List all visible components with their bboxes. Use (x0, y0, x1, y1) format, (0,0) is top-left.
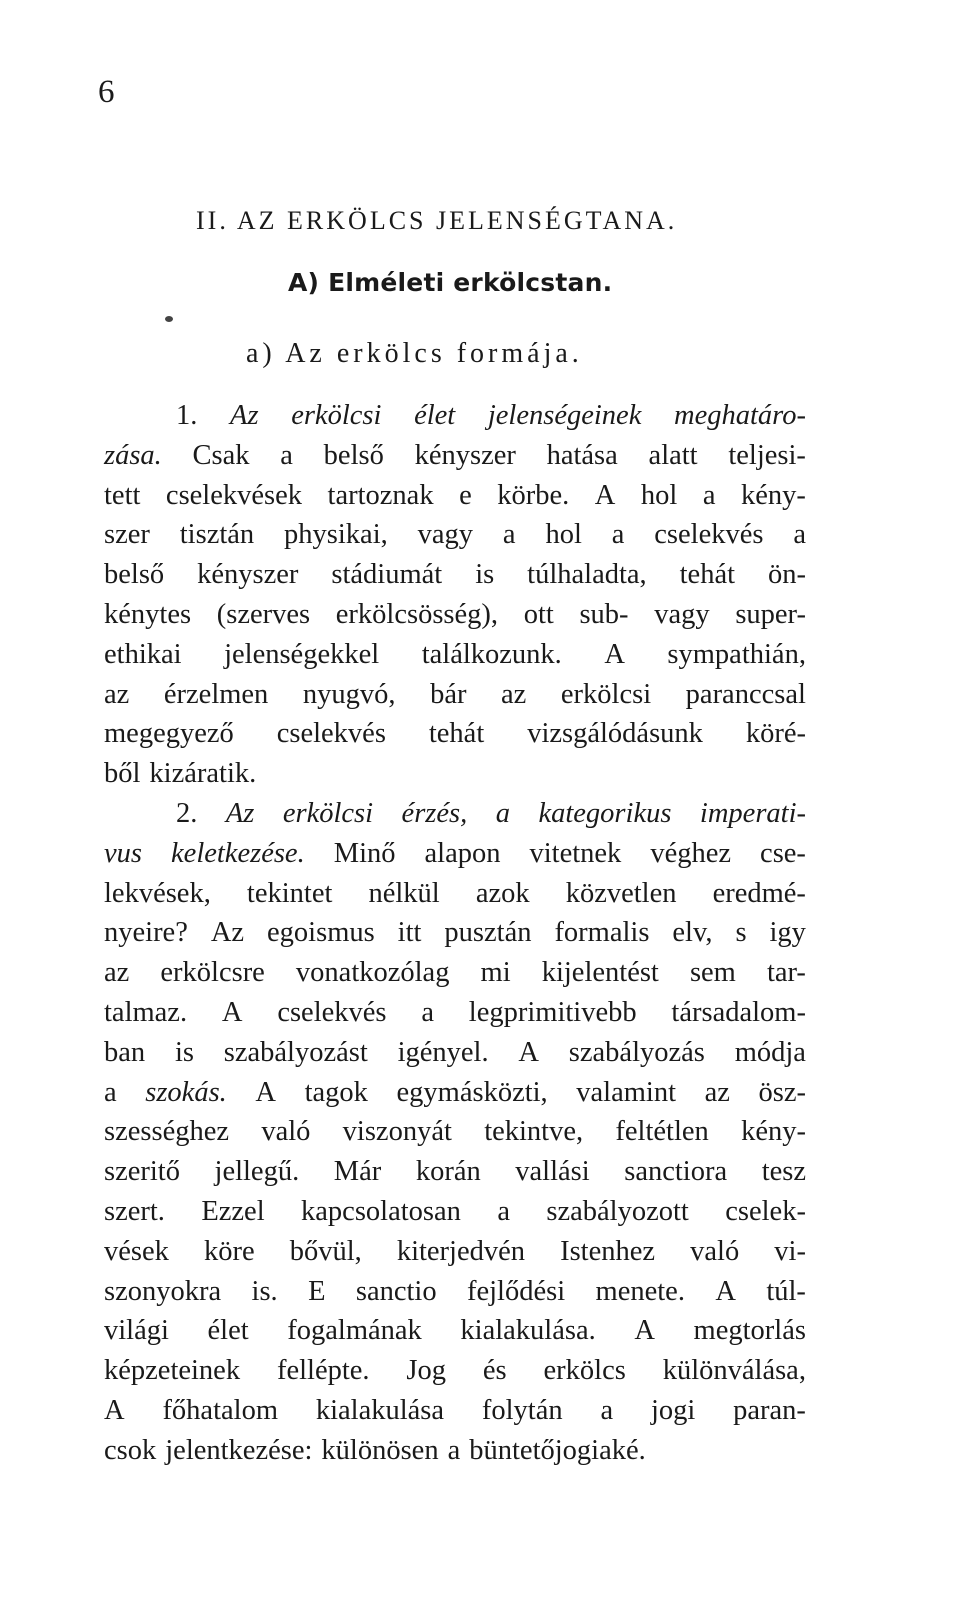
text-line (104, 1112, 806, 1152)
word: Már (333, 1156, 382, 1188)
word: s (735, 917, 747, 949)
word: legprimitivebb (468, 996, 637, 1028)
word: erkölcsi (560, 678, 652, 710)
word: physikai, (284, 519, 388, 551)
word: erkölcsi (291, 400, 382, 431)
word: formalis (554, 917, 650, 949)
word: kapcsolatosan (301, 1195, 461, 1227)
word: kiterjedvén (396, 1235, 526, 1267)
word: vizsgálódásunk (527, 718, 703, 750)
word: sanctiora (624, 1156, 728, 1188)
word: érzés, (401, 797, 468, 829)
word: hatása (546, 439, 618, 471)
word: menete. (595, 1275, 685, 1307)
word: meghatáro- (674, 400, 806, 431)
body-text (104, 396, 806, 1471)
word: ban (104, 1036, 146, 1068)
word: pusztán (444, 917, 532, 949)
word: cselekvés (277, 996, 387, 1028)
word: kialakulása (315, 1394, 445, 1426)
word: a (447, 1434, 461, 1466)
word: ön- (768, 559, 806, 591)
word: cselekvések (165, 479, 303, 511)
word: tesz (761, 1156, 806, 1188)
word: a (502, 519, 516, 551)
text-line (104, 1073, 806, 1113)
word: Minő (333, 837, 396, 869)
word: A (634, 1315, 655, 1347)
word: erkölcs (543, 1355, 626, 1387)
text-line (104, 834, 806, 874)
word: kényszer (414, 439, 516, 471)
word: jellegű. (214, 1156, 300, 1188)
text-line (104, 1033, 806, 1073)
word: való (261, 1116, 311, 1148)
word: teljesi- (728, 439, 806, 471)
word: sem (689, 957, 736, 989)
word: imperati- (699, 797, 806, 829)
word: stádiumát (331, 559, 443, 591)
word: egymásközti, (396, 1076, 548, 1108)
word: cse- (760, 837, 806, 869)
text-line (104, 396, 806, 436)
word: tagok (304, 1076, 368, 1108)
word: szokás. (145, 1076, 227, 1108)
word: szert. (104, 1195, 165, 1227)
word: találkozunk. (421, 638, 562, 670)
word: az (704, 1076, 730, 1108)
word: szonyokra (104, 1275, 222, 1307)
word: ösz- (758, 1076, 806, 1108)
word: tisztán (179, 519, 255, 551)
word: alatt (648, 439, 698, 471)
word: kizáratik. (149, 758, 257, 790)
word: szességhez (104, 1116, 230, 1148)
word: ott (523, 598, 554, 630)
word: vagy (417, 519, 474, 551)
word: 2. (176, 797, 198, 829)
word: keletkezése. (171, 837, 305, 869)
word: megegyező (104, 718, 234, 750)
word: is (174, 1036, 194, 1068)
word: a (611, 519, 625, 551)
text-line (104, 714, 806, 754)
word: elv, (672, 917, 713, 949)
text-line (104, 1391, 806, 1431)
word: az (501, 678, 527, 710)
word: feltétlen (615, 1116, 709, 1148)
text-line (104, 993, 806, 1033)
text-line (104, 754, 806, 794)
word: jelenségekkel (224, 638, 380, 670)
word: korán (415, 1156, 481, 1188)
text-line (104, 436, 806, 476)
word: kény- (741, 1116, 806, 1148)
word: jelentkezése: (165, 1434, 313, 1466)
word: a (793, 519, 806, 551)
word: jelenségeinek (487, 400, 642, 431)
word: a (600, 1394, 614, 1426)
word: jogi (650, 1394, 696, 1426)
word: sympathián, (667, 638, 806, 670)
word: nélkül (368, 877, 440, 909)
word: erkölcsösség), (335, 598, 499, 630)
word: folytán (481, 1394, 563, 1426)
word: tekintet (246, 877, 333, 909)
word: cselekvés (276, 718, 386, 750)
text-line (104, 595, 806, 635)
word: érzelmen (163, 678, 269, 710)
word: köre (203, 1235, 255, 1267)
word: e (459, 479, 472, 511)
word: tehát (679, 559, 736, 591)
word: nyeire? (104, 917, 188, 949)
word: zása. (104, 439, 162, 471)
word: eredmé- (712, 877, 806, 909)
word: vagy (654, 598, 710, 630)
text-line (104, 515, 806, 555)
word: cselek- (725, 1195, 806, 1227)
word: a (497, 1195, 510, 1227)
text-line (104, 675, 806, 715)
word: Az (230, 400, 259, 431)
text-line (104, 1192, 806, 1232)
word: szabályozást (223, 1036, 368, 1068)
word: vitetnek (529, 837, 622, 869)
word: belső (323, 439, 384, 471)
word: szabályozott (546, 1195, 689, 1227)
word: Az (225, 797, 255, 829)
word: nyugvó, (302, 678, 396, 710)
word: lekvések, (104, 877, 211, 909)
word: szeritő (104, 1156, 180, 1188)
word: A (104, 1394, 125, 1426)
word: bővül, (289, 1235, 362, 1267)
word: cselekvés (654, 519, 764, 551)
word: ből (104, 758, 141, 790)
word: is (475, 559, 495, 591)
word: az (104, 957, 130, 989)
word: szabályozás (568, 1036, 705, 1068)
word: vus (104, 837, 142, 869)
text-line (104, 913, 806, 953)
text-line (104, 874, 806, 914)
word: sub- (579, 598, 629, 630)
word: talmaz. (104, 996, 188, 1028)
word: vi- (774, 1235, 806, 1267)
word: kategorikus (538, 797, 672, 829)
word: super- (735, 598, 806, 630)
word: paran- (733, 1394, 806, 1426)
word: Ezzel (201, 1195, 265, 1227)
word: az (104, 678, 130, 710)
word: tehát (428, 718, 485, 750)
word: kijelentést (541, 957, 659, 989)
word: a (421, 996, 434, 1028)
word: különválása, (662, 1355, 806, 1387)
text-line (104, 476, 806, 516)
word: belső (104, 559, 165, 591)
word: azok (475, 877, 530, 909)
word: kényszer (197, 559, 299, 591)
word: szer (104, 519, 150, 551)
word: ethikai (104, 638, 182, 670)
text-line (104, 635, 806, 675)
word: erkölcsi (282, 797, 374, 829)
subsection-heading: a) Az erkölcs formája. (246, 338, 583, 369)
word: tekintve, (484, 1116, 584, 1148)
word: a (495, 797, 510, 829)
word: A (255, 1076, 276, 1108)
word: kénytes (104, 598, 192, 630)
word: bár (430, 678, 467, 710)
word: viszonyát (342, 1116, 452, 1148)
word: a (104, 1076, 117, 1108)
word: a (702, 479, 716, 511)
word: erkölcsre (160, 957, 265, 989)
word: különösen (321, 1434, 439, 1466)
chapter-heading: II. AZ ERKÖLCS JELENSÉGTANA. (196, 206, 678, 235)
word: képzeteinek (104, 1355, 241, 1387)
word: kialakulása. (460, 1315, 596, 1347)
word: vonatkozólag (295, 957, 450, 989)
word: megtorlás (693, 1315, 806, 1347)
word: fejlődési (467, 1275, 566, 1307)
text-line (104, 953, 806, 993)
word: tar- (766, 957, 806, 989)
word: valamint (576, 1076, 677, 1108)
word: Csak (192, 439, 250, 471)
word: paranccsal (685, 678, 806, 710)
text-line (104, 1351, 806, 1391)
word: fogalmának (287, 1315, 422, 1347)
word: (szerves (216, 598, 311, 630)
word: túlhaladta, (527, 559, 647, 591)
text-line (104, 1431, 806, 1471)
word: E (308, 1275, 326, 1307)
word: A (604, 638, 625, 670)
word: élet (207, 1315, 249, 1347)
word: a (280, 439, 293, 471)
word: tartoznak (327, 479, 434, 511)
word: A (594, 479, 616, 511)
word: sanctio (355, 1275, 437, 1307)
text-line (104, 1232, 806, 1272)
word: büntetőjogiaké. (469, 1434, 646, 1466)
word: hol (545, 519, 582, 551)
word: A (518, 1036, 539, 1068)
word: vések (104, 1235, 169, 1267)
page-number: 6 (98, 74, 115, 110)
word: társadalom- (671, 996, 806, 1028)
word: köré- (745, 718, 806, 750)
word: A (221, 996, 243, 1028)
text-line (104, 1311, 806, 1351)
word: fellépte. (276, 1355, 370, 1387)
word: igy (769, 917, 806, 949)
word: mi (480, 957, 511, 989)
word: túl- (766, 1275, 806, 1307)
section-heading: A) Elméleti erkölcstan. (288, 268, 613, 297)
word: főhatalom (162, 1394, 278, 1426)
word: hol (640, 479, 678, 511)
word: véghez (650, 837, 732, 869)
word: A (715, 1275, 736, 1307)
word: Istenhez (560, 1235, 656, 1267)
text-line (104, 555, 806, 595)
text-line (104, 1152, 806, 1192)
text-line (104, 794, 806, 834)
text-line (104, 1272, 806, 1312)
word: Az (210, 917, 245, 949)
word: élet (414, 400, 456, 431)
word: módja (734, 1036, 806, 1068)
word: 1. (176, 400, 198, 431)
word: itt (397, 917, 422, 949)
word: Jog (406, 1355, 447, 1387)
word: tett (104, 479, 141, 511)
word: világi (104, 1315, 169, 1347)
word: csok (104, 1434, 157, 1466)
word: kény- (741, 479, 806, 511)
word: is. (251, 1275, 278, 1307)
word: közvetlen (565, 877, 677, 909)
word: alapon (424, 837, 501, 869)
word: igényel. (397, 1036, 489, 1068)
word: egoismus (267, 917, 375, 949)
word: és (482, 1355, 507, 1387)
word: való (690, 1235, 740, 1267)
ink-speck (165, 316, 173, 322)
word: körbe. (497, 479, 570, 511)
word: vallási (515, 1156, 590, 1188)
